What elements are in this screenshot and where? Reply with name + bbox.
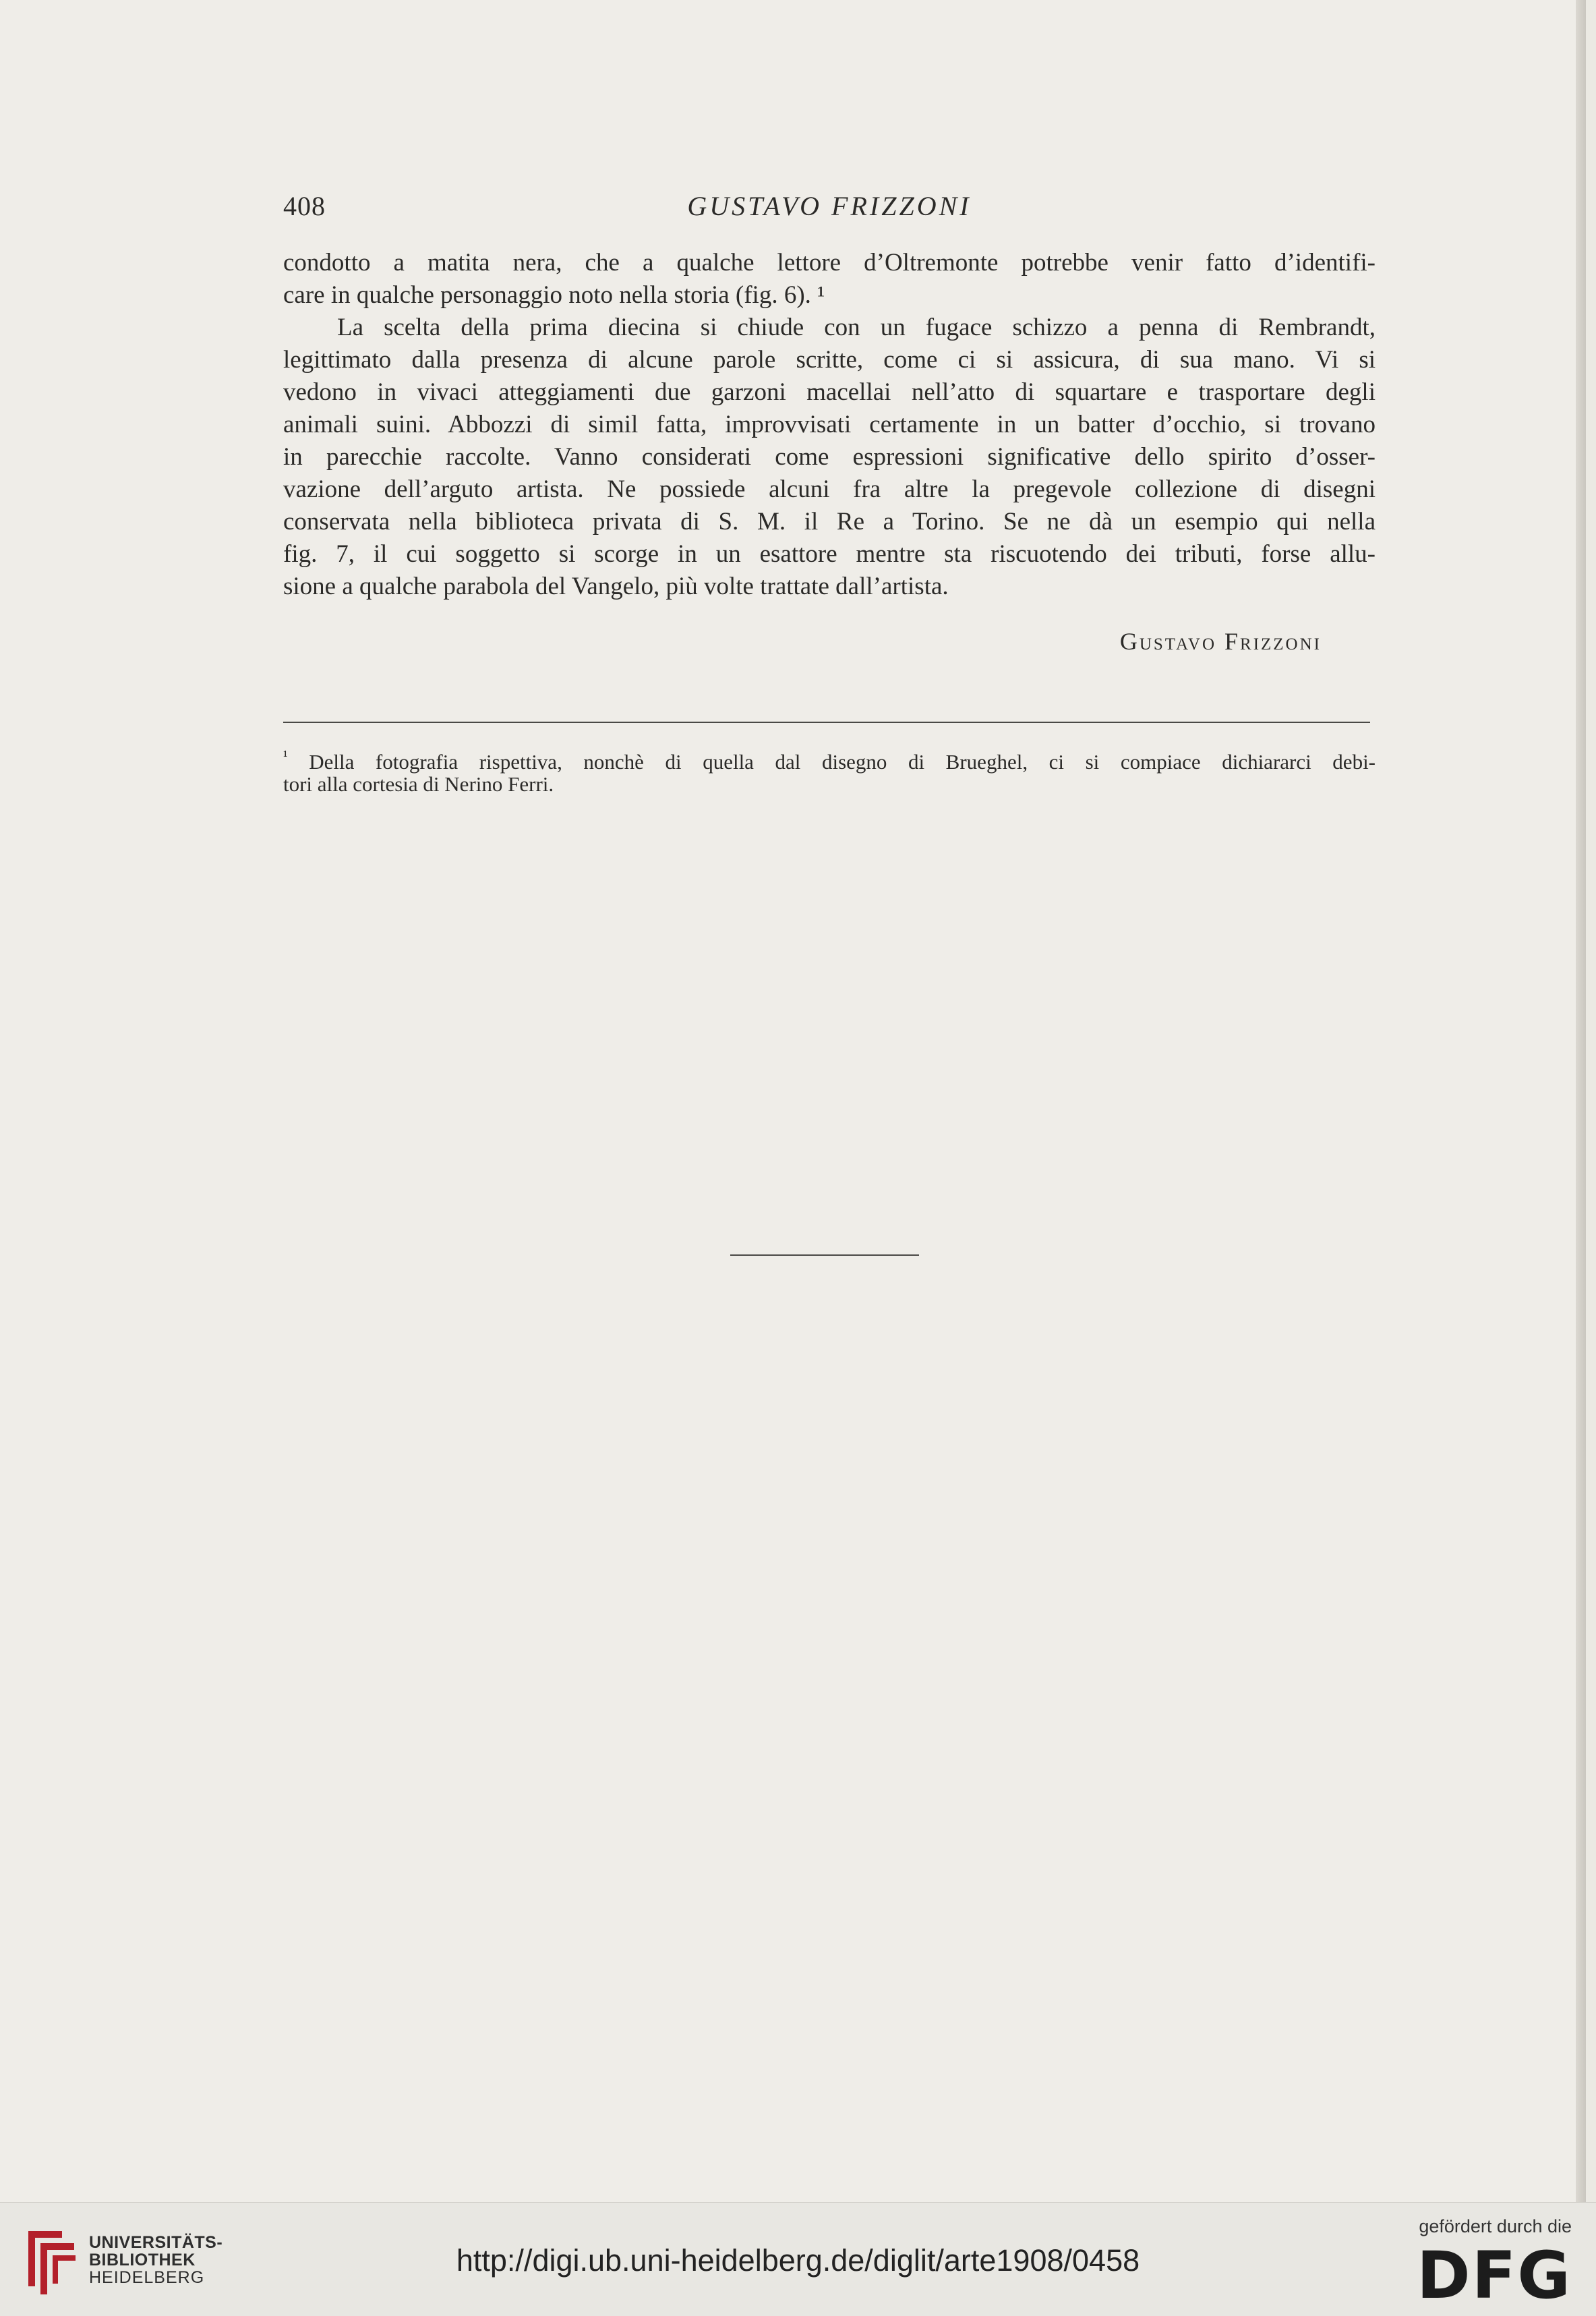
library-name-line3: HEIDELBERG [89, 2268, 205, 2287]
footnote-line [283, 742, 1376, 774]
footnote-marker: ¹ [283, 747, 288, 764]
body-line: La scelta della prima diecina si chiude con un fugace schizzo a penna di Rembrandt, [337, 314, 1376, 341]
footnotes [283, 742, 1376, 799]
body-text [283, 247, 1376, 603]
running-head [283, 190, 1376, 231]
dfg-logo: DFG [1417, 2238, 1572, 2313]
library-name-line2: BIBLIOTHEK [89, 2251, 196, 2269]
body-line: sione a qualche parabola del Vangelo, più volte trattate dall’artista. [283, 573, 949, 600]
body-line: legittimato dalla presenza di alcune parole scritte, come ci si assicura, di sua mano. Vi si [283, 346, 1376, 374]
body-line: care in qualche personaggio noto nella storia (fig. 6). ¹ [283, 281, 825, 309]
body-line: in parecchie raccolte. Vanno considerati come espressioni significative dello spirito d’osser- [283, 443, 1376, 471]
footnote-text: Della fotografia rispettiva, nonchè di quella dal disegno di Brueghel, ci si compiace dichiararci debi- [309, 750, 1376, 774]
funder-note: gefördert durch die [1419, 2216, 1572, 2236]
body-line: condotto a matita nera, che a qualche lettore d’Oltremonte potrebbe venir fatto d’identifi- [283, 249, 1376, 277]
permalink[interactable]: http://digi.ub.uni-heidelberg.de/diglit/arte1908/0458 [456, 2243, 1140, 2278]
body-line: fig. 7, il cui soggetto si scorge in un esattore mentre sta riscuotendo dei tributi, forse allu- [283, 540, 1376, 568]
footnote-rule [283, 722, 1370, 723]
body-line: vedono in vivaci atteggiamenti due garzoni macellai nell’atto di squartare e trasportare degli [283, 378, 1376, 406]
running-title: GUSTAVO FRIZZONI [687, 191, 972, 221]
end-rule [730, 1254, 919, 1256]
library-name-line1: UNIVERSITÄTS- [89, 2233, 223, 2252]
page-edge-shadow [1576, 0, 1586, 2202]
digitization-banner [0, 2202, 1596, 2316]
body-line: vazione dell’arguto artista. Ne possiede alcuni fra altre la pregevole collezione di disegni [283, 475, 1376, 503]
page-number: 408 [283, 191, 326, 221]
footnote-line: tori alla cortesia di Nerino Ferri. [283, 772, 554, 796]
body-line: conservata nella biblioteca privata di S. M. il Re a Torino. Se ne dà un esempio qui nella [283, 508, 1376, 535]
body-line: animali suini. Abbozzi di simil fatta, improvvisati certamente in un batter d’occhio, si trovano [283, 411, 1376, 438]
author-signature: Gustavo Frizzoni [1119, 628, 1322, 655]
